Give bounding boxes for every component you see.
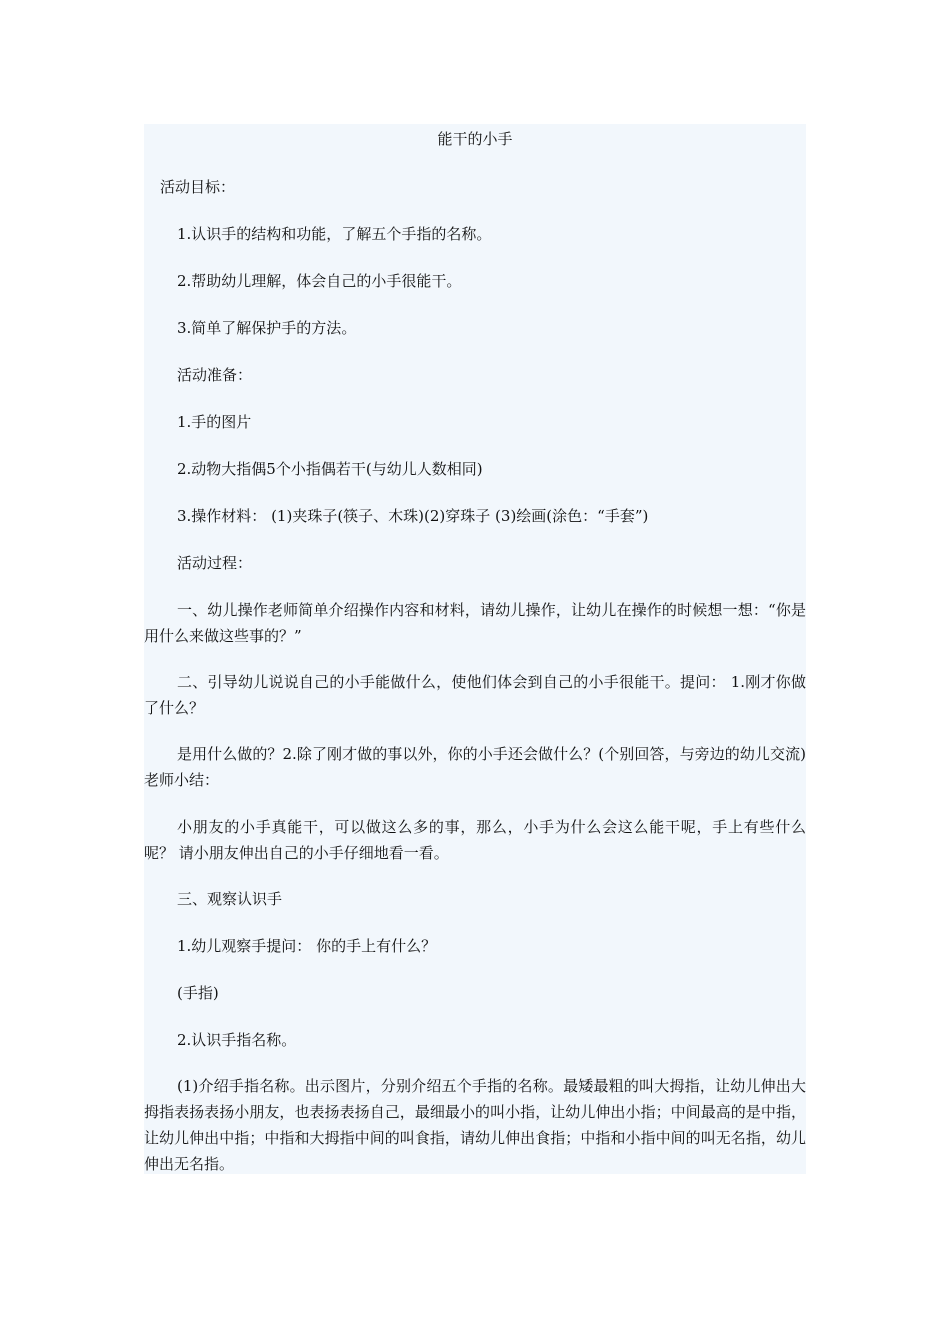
observe-item: 1.幼儿观察手提问： 你的手上有什么？ xyxy=(177,937,437,955)
goals-heading: 活动目标： xyxy=(160,178,236,196)
goal-item: 1.认识手的结构和功能，了解五个手指的名称。 xyxy=(177,225,492,243)
process-paragraph: 二、引导幼儿说说自己的小手能做什么，使他们体会到自己的小手很能干。提问： 1.刚才你做了什么？ xyxy=(144,673,806,717)
prep-item: 3.操作材料： (1)夹珠子(筷子、木珠)(2)穿珠子 (3)绘画(涂色：“手套”) xyxy=(177,507,649,525)
process-paragraph: 一、幼儿操作老师简单介绍操作内容和材料，请幼儿操作，让幼儿在操作的时候想一想：“你是用什么来做这些事的？” xyxy=(144,601,806,645)
process-heading: 活动过程： xyxy=(177,554,253,572)
prep-item: 1.手的图片 xyxy=(177,413,252,431)
observe-heading: 三、观察认识手 xyxy=(177,890,283,908)
observe-item: (手指) xyxy=(177,984,219,1002)
document-page xyxy=(144,124,806,1174)
goal-item: 3.简单了解保护手的方法。 xyxy=(177,319,357,337)
observe-item: 2.认识手指名称。 xyxy=(177,1031,297,1049)
document-title: 能干的小手 xyxy=(437,130,513,148)
process-paragraph: 小朋友的小手真能干，可以做这么多的事，那么，小手为什么会这么能干呢，手上有些什么呢？ 请小朋友伸出自己的小手仔细地看一看。 xyxy=(144,818,806,862)
process-paragraph: 是用什么做的？2.除了刚才做的事以外，你的小手还会做什么？(个别回答，与旁边的幼儿交流)老师小结： xyxy=(144,745,806,789)
prep-heading: 活动准备： xyxy=(177,366,253,384)
goal-item: 2.帮助幼儿理解，体会自己的小手很能干。 xyxy=(177,272,462,290)
prep-item: 2.动物大指偶5个小指偶若干(与幼儿人数相同) xyxy=(177,460,483,478)
observe-paragraph: (1)介绍手指名称。出示图片，分别介绍五个手指的名称。最矮最粗的叫大拇指，让幼儿伸出大拇指表扬表扬小朋友，也表扬表扬自己，最细最小的叫小指，让幼儿伸出小指；中间最高的是中指，让幼儿伸出中指；中指和大拇指中间的叫食指，请幼儿伸出食指；中指和小指中间的叫无名指，幼儿伸出无名指。 xyxy=(144,1077,806,1173)
